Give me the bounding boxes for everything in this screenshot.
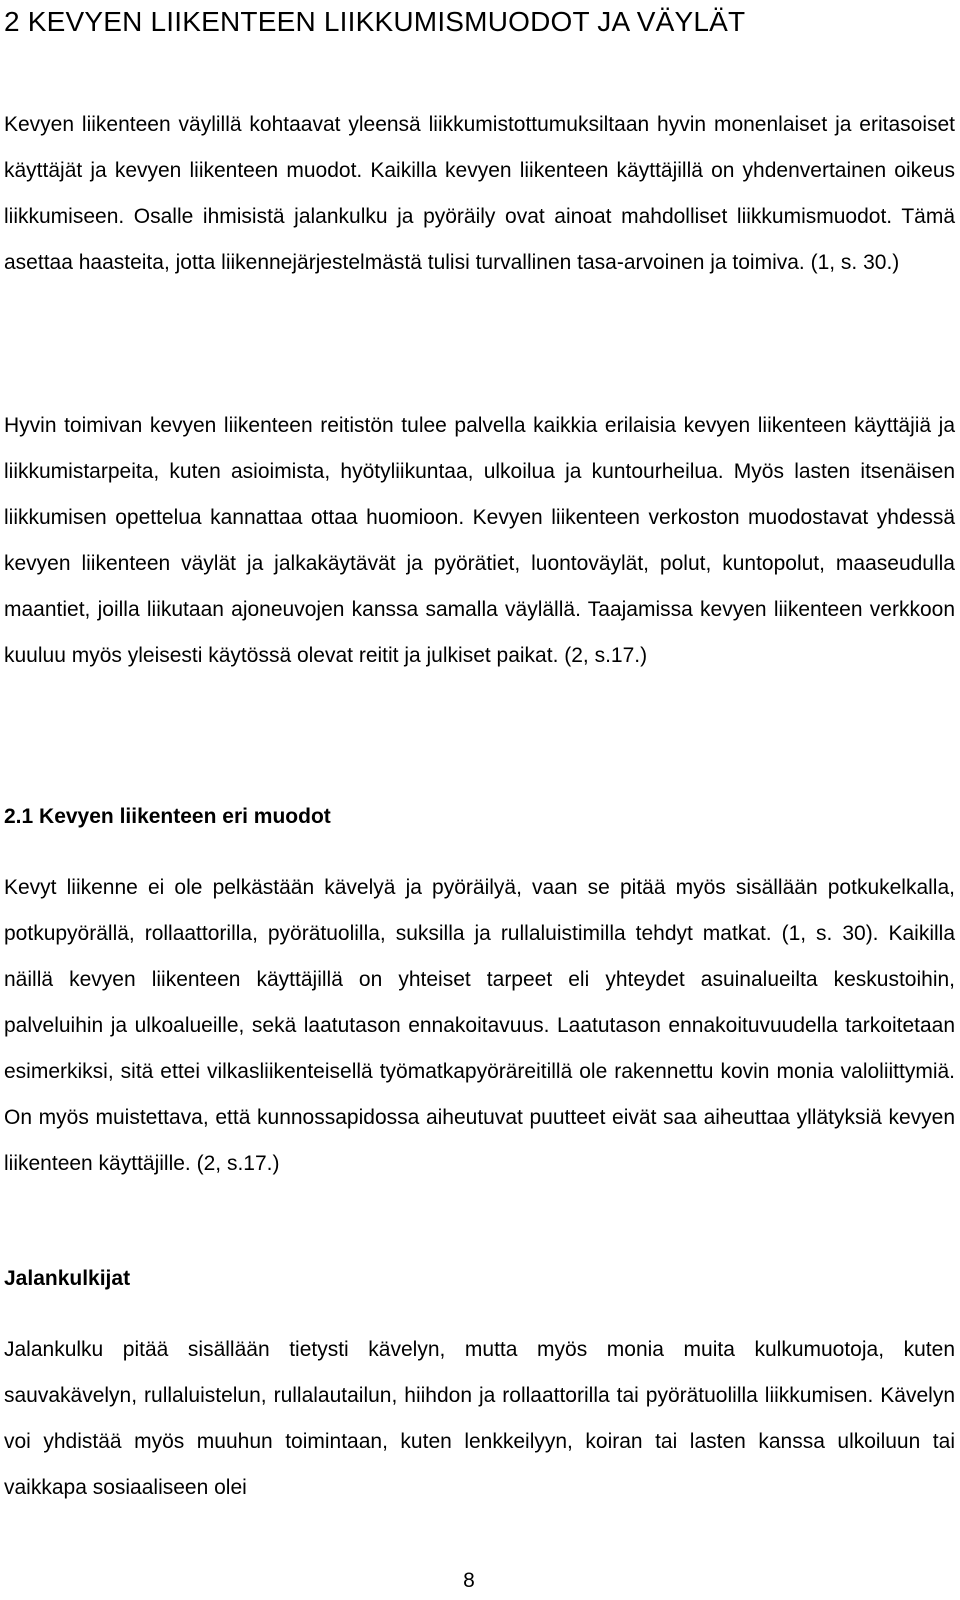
paragraph-pedestrians: Jalankulku pitää sisällään tietysti kävelyn, mutta myös monia muita kulkumuotoja, kuten sauvakävelyn, rullaluistelun, rullalautailun, hiihdon ja rollaattorilla tai pyörätuolilla liikkumisen. Kävelyn voi yhdistää myös muuhun toimintaan, kuten lenkkeilyyn, koiran tai lasten kanssa ulkoiluun tai vaikkapa sosiaaliseen olei <box>4 1338 955 1499</box>
paragraph-route-network: Hyvin toimivan kevyen liikenteen reitistön tulee palvella kaikkia erilaisia kevyen liikenteen käyttäjiä ja liikkumistarpeita, kuten asioimista, hyötyliikuntaa, ulkoilua ja kuntourheilua. Myös lasten itsenäisen liikkumisen opettelua kannattaa ottaa huomioon. Kevyen liikenteen verkoston muodostavat yhdessä kevyen liikenteen väylät ja jalkakäytävät ja pyörätiet, luontoväylät, polut, kuntopolut, maaseudulla maantiet, joilla liikutaan ajoneuvojen kanssa samalla väylällä. Taajamissa kevyen liikenteen verkkoon kuuluu myös yleisesti käytössä olevat reitit ja julkiset paikat. (2, s.17.) <box>4 414 955 667</box>
subsection-heading: Jalankulkijat <box>4 1267 131 1290</box>
paragraph-intro: Kevyen liikenteen väylillä kohtaavat yleensä liikkumistottumuksiltaan hyvin monenlaiset ja eritasoiset käyttäjät ja kevyen liikenteen muodot. Kaikilla kevyen liikenteen käyttäjillä on yhdenvertainen oikeus liikkumiseen. Osalle ihmisistä jalankulku ja pyöräily ovat ainoat mahdolliset liikkumismuodot. Tämä asettaa haasteita, jotta liikennejärjestelmästä tulisi turvallinen tasa-arvoinen ja toimiva. (1, s. 30.) <box>4 113 955 274</box>
paragraph-forms: Kevyt liikenne ei ole pelkästään kävelyä ja pyöräilyä, vaan se pitää myös sisällään potkukelkalla, potkupyörällä, rollaattorilla, pyörätuolilla, suksilla ja rullaluistimilla tehdyt matkat. (1, s. 30). Kaikilla näillä kevyen liikenteen käyttäjillä on yhteiset tarpeet eli yhteydet asuinalueilta keskustoihin, palveluihin ja ulkoalueille, sekä laatutason ennakoitavuus. Laatutason ennakoituvuudella tarkoitetaan esimerkiksi, sitä ettei vilkasliikenteisellä työmatkapyöräreitillä ole rakennettu kovin monia valoliittymiä. On myös muistettava, että kunnossapidossa aiheutuvat puutteet eivät saa aiheuttaa yllätyksiä kevyen liikenteen käyttäjille. (2, s.17.) <box>4 876 955 1175</box>
page-number: 8 <box>463 1569 475 1592</box>
chapter-title: 2 KEVYEN LIIKENTEEN LIIKKUMISMUODOT JA VÄYLÄT <box>4 6 746 37</box>
section-heading: 2.1 Kevyen liikenteen eri muodot <box>4 805 331 828</box>
